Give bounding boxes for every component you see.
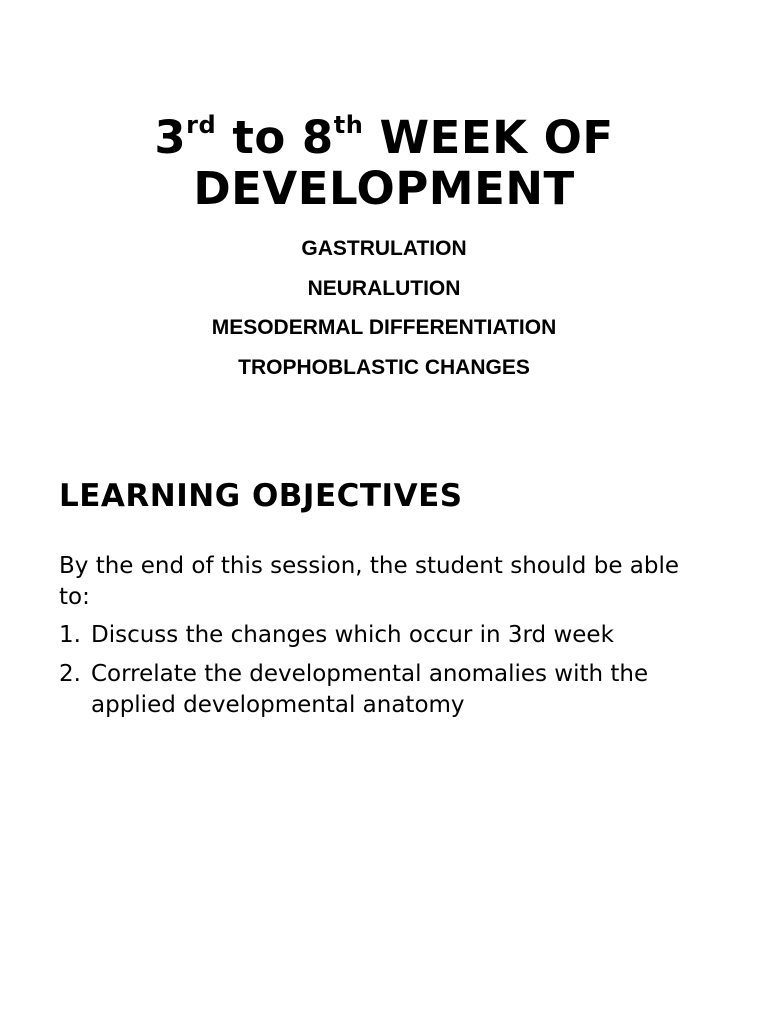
objective-item [59, 620, 709, 651]
subtopic-mesodermal-differentiation: MESODERMAL DIFFERENTIATION [211, 316, 557, 339]
title-to-week-end: to 8 [216, 111, 334, 164]
title-week-start: 3 [154, 111, 187, 164]
title-ordinal-rd: rd [186, 111, 217, 139]
objectives-intro: By the end of this session, the student should be able to: [59, 553, 680, 610]
objective-text: Discuss the changes which occur in 3rd week [91, 622, 614, 648]
subtopic-list [0, 229, 768, 387]
title-week-of: WEEK OF [363, 111, 614, 164]
objective-item [59, 659, 709, 721]
objective-text: Correlate the developmental anomalies with the applied developmental anatomy [91, 661, 649, 718]
objectives-list [59, 620, 709, 729]
title-ordinal-th: th [333, 111, 364, 139]
title-development: DEVELOPMENT [193, 162, 575, 215]
subtopic-neuralution: NEURALUTION [307, 276, 461, 300]
subtopic-gastrulation: GASTRULATION [301, 237, 467, 260]
page-title [0, 112, 768, 214]
objective-number: 1. [59, 622, 81, 648]
objective-number: 2. [59, 661, 81, 687]
learning-objectives-heading: LEARNING OBJECTIVES [59, 478, 463, 514]
subtopic-trophoblastic-changes: TROPHOBLASTIC CHANGES [238, 355, 530, 379]
